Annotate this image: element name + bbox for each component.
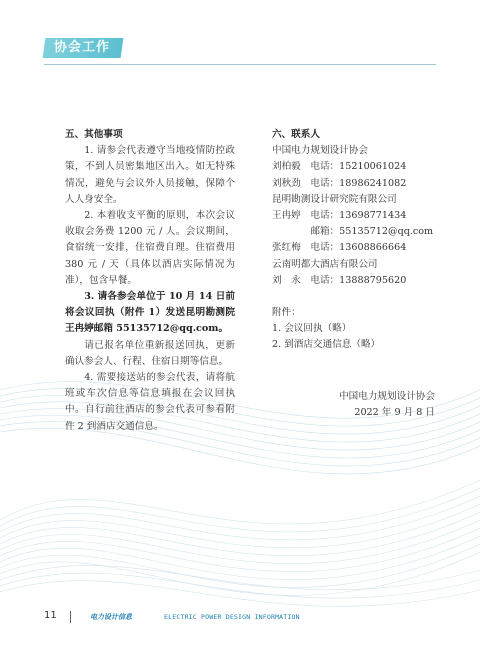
footer-divider	[70, 611, 71, 623]
section-tab	[43, 38, 124, 58]
contact-line: 王冉婷 电话：13698771434	[272, 210, 407, 222]
signature-date: 2022 年 9 月 8 日	[354, 407, 435, 418]
contact-line: 云南明都大酒店有限公司	[272, 258, 378, 270]
header-divider	[44, 64, 436, 65]
contacts-heading: 六、联系人	[272, 129, 320, 140]
attachment-item: 2. 到酒店交通信息（略）	[272, 339, 381, 351]
contact-line: 张红梅 电话：13608866664	[272, 242, 407, 254]
paragraph-deadline: 3. 请各参会单位于 10 月 14 日前将会议回执（附件 1）发送昆明勘测院王冉婷邮箱 55135712@qq.com。	[65, 291, 235, 335]
right-column	[272, 127, 447, 354]
paragraph-epidemic: 1. 请参会代表遵守当地疫情防控政策，不到人员密集地区出入。如无特殊情况，避免与会议外人员接触，保障个人人身安全。	[65, 145, 235, 205]
journal-name-en: ELECTRIC POWER DESIGN INFORMATION	[164, 613, 300, 621]
contact-line: 中国电力规划设计协会	[272, 145, 368, 157]
paragraph-fees: 2. 本着收支平衡的原则，本次会议收取会务费 1200 元 / 人。会议期间，食宿统一安排，住宿费自理。住宿费用 380 元 / 天（具体以酒店实际情况为准），包含早餐。	[65, 210, 235, 286]
section-label: 协会工作	[54, 40, 111, 55]
attachment-item: 1. 会议回执（略）	[272, 323, 352, 335]
signature-org: 中国电力规划设计协会	[339, 391, 435, 402]
left-column	[65, 127, 235, 435]
contact-line: 刘秋劲 电话：18986241082	[272, 177, 407, 189]
paragraph-transfer: 4. 需要接送站的参会代表，请将航班或车次信息等信息填报在会议回执中。自行前往酒店的参会代表可参看附件 2 到酒店交通信息。	[65, 372, 235, 432]
journal-name-cn: 电力设计信息	[90, 613, 132, 621]
contact-line: 昆明勘测设计研究院有限公司	[272, 193, 397, 205]
attachments-heading: 附件：	[272, 307, 301, 319]
other-matters-heading: 五、其他事项	[65, 129, 123, 140]
contact-line: 邮箱：55135712@qq.com	[272, 226, 434, 238]
paragraph-resubmit: 请已报名单位重新报送回执，更新确认参会人、行程、住宿日期等信息。	[65, 339, 235, 367]
page-number: 11	[44, 610, 57, 621]
contact-line: 刘 永 电话：13888795620	[272, 274, 407, 286]
contact-line: 刘柏毅 电话：15210061024	[272, 161, 407, 173]
